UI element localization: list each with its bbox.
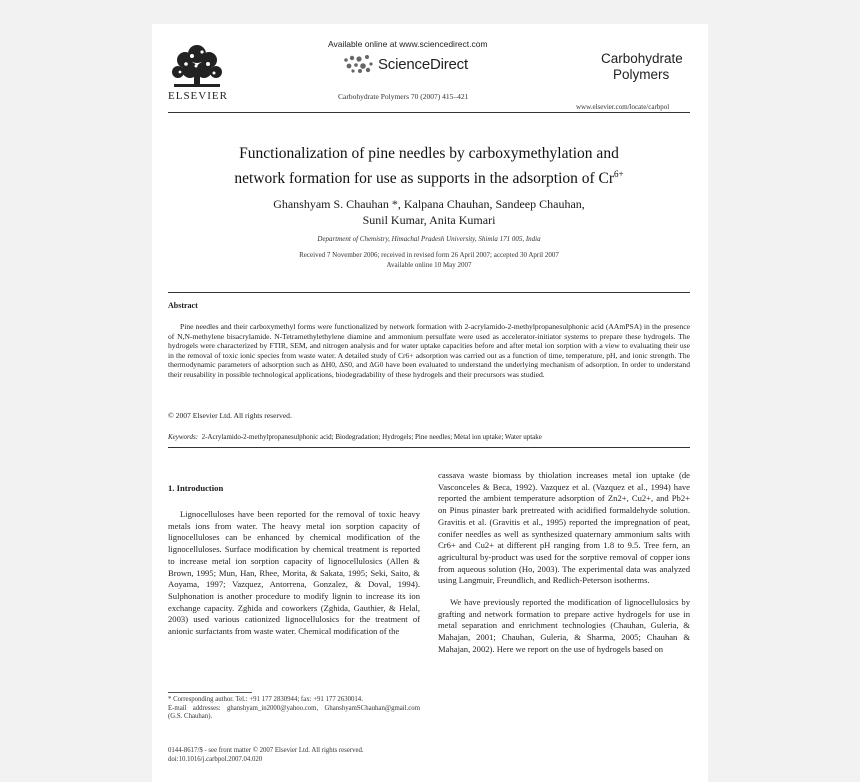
journal-site-link[interactable]: www.elsevier.com/locate/carbpol <box>576 103 670 111</box>
intro-paragraph-2: cassava waste biomass by thiolation increases metal ion uptake (de Vasconceles & Beca, 1992). Vazquez et al. (Vazquez et al., 1994) have reported the ambient temperature adsorption of Zn2+, Cu2+, and Pb2+ on Pinus pinaster bark pretreated with acidified formaldehyde solution. Gravitis et al. (Gravitis et al., 1995) reported the impregnation of peat, conifer needles as well as synthesized quaternary ammonium salts with Cr6+ and Cu2+ at different pH ranging from 1.8 to 9.5. Tree fern, an agricultural by-product was used for the sorptive removal of copper ions from aqueous solution (Ho, 2003). The experimental data was analyzed using Langmuir, Freundlich, and Redlich-Peterson isotherms. <box>438 470 690 586</box>
keywords-label: Keywords: <box>168 433 199 441</box>
journal-logo-line1: Carbohydrate <box>601 51 683 66</box>
introduction-heading: 1. Introduction <box>168 483 224 493</box>
title-line2: network formation for use as supports in the adsorption of $Cr^{6+}$ <box>234 169 624 188</box>
keywords-divider <box>168 447 690 448</box>
author-emails[interactable]: E-mail addresses: ghanshyam_in2000@yahoo.com, GhanshyamSChauhan@gmail.com (G.S. Chauhan). <box>168 704 420 721</box>
title-line1: Functionalization of pine needles by carboxymethylation and <box>239 145 619 162</box>
abstract-copyright: © 2007 Elsevier Ltd. All rights reserved. <box>168 411 292 420</box>
keywords <box>168 433 690 441</box>
abstract-heading: Abstract <box>168 301 198 310</box>
publisher-name: ELSEVIER <box>168 90 228 102</box>
affiliation: Department of Chemistry, Himachal Pradesh University, Shimla 171 005, India <box>317 235 541 243</box>
sciencedirect-dots-icon <box>342 54 376 74</box>
issn-doi <box>168 746 468 764</box>
keywords-text: 2-Acrylamido-2-methylpropanesulphonic acid; Biodegradation; Hydrogels; Pine needles; Metal ion uptake; Water uptake <box>201 433 542 441</box>
right-column <box>438 470 690 656</box>
journal-logo <box>601 51 683 83</box>
available-online-text[interactable]: Available online at www.sciencedirect.com <box>328 39 488 49</box>
article-page <box>152 24 708 782</box>
doi-line[interactable]: doi:10.1016/j.carbpol.2007.04.020 <box>168 756 263 763</box>
intro-paragraph-3: We have previously reported the modification of lignocellulosics by grafting and network formation to prepare active hydrogels for use in metal separation and enrichment technologies (Chauhan, Guleria, & Mahajan, 2001; Chauhan, Guleria, & Sharma, 2005; Chauhan & Mahajan, 2002). Here we report on the use of hydrogels based on <box>438 597 690 654</box>
intro-paragraph-1: Lignocelluloses have been reported for the removal of toxic heavy metals ions from water. The heavy metal ion sorption capacity of lignocelluloses can be enhanced by chemical modification of the lignocelluloses. Surface modification by chemical treatment is reported to increase metal ion sorption capacity of lignocellulosics (Allen & Brown, 1995; Mun, Han, Rhee, Morita, & Sakata, 1995; Seki, Saito, & Aoyama, 1997; Vazquez, Antorrena, Gonzalez, & Doval, 1994). Sulphonation is another procedure to modify lignin to increase its ion exchange capacity. Zghida and coworkers (Zghida, Gauthier, & Helal, 2003) used various cationized lignocellulosics for the treatment of anionic surfactants from waste water. Chemical modification of the <box>168 509 420 637</box>
footnote <box>168 696 420 722</box>
journal-logo-line2: Polymers <box>613 67 670 82</box>
corresponding-author: * Corresponding author. Tel.: +91 177 2830944; fax: +91 177 2630014. <box>168 696 363 703</box>
authors-line2: Sunil Kumar, Anita Kumari <box>362 213 496 227</box>
footnote-divider <box>168 692 252 693</box>
authors-line1: Ghanshyam S. Chauhan *, Kalpana Chauhan, Sandeep Chauhan, <box>273 197 585 211</box>
journal-citation: Carbohydrate Polymers 70 (2007) 415–421 <box>338 92 469 101</box>
author-list <box>168 196 690 228</box>
title-superscript: 6+ <box>614 169 624 179</box>
abstract-top-divider <box>168 292 690 293</box>
issn-line: 0144-8617/$ - see front matter © 2007 Elsevier Ltd. All rights reserved. <box>168 747 364 754</box>
available-date: Available online 10 May 2007 <box>386 260 472 269</box>
sciencedirect-wordmark: ScienceDirect <box>378 56 468 73</box>
article-dates <box>168 251 690 270</box>
article-title <box>168 144 690 189</box>
abstract-text: Pine needles and their carboxymethyl forms were functionalized by network formation with 2-acrylamido-2-methylpropanesulphonic acid (AAmPSA) in the presence of N,N-methylene bisacrylamide. N-Tetramethylethylene diamine and ammonium persulfate were used as accelerator-initiator systems to prepare these hydrogels. The hydrogels were characterized by FTIR, SEM, and nitrogen analysis and for water uptake capacities before and after metal ion sorption with a view to evaluating their use in the removal of toxic ionic species from waste water. A detailed study of Cr6+ adsorption was carried out as a function of time, temperature, pH, and ionic strength. The thermodynamic parameters of adsorption such as ΔH0, ΔS0, and ΔG0 have been evaluated to understand the underlying mechanism of adsorption. In order to understand their reusability in possible technological applications, biodegradability of these hydrogels and their precursors was studied. <box>168 322 690 379</box>
header-divider <box>168 112 690 113</box>
abstract-body <box>168 322 690 380</box>
left-column <box>168 509 420 638</box>
received-dates: Received 7 November 2006; received in revised form 26 April 2007; accepted 30 April 2007 <box>299 251 559 259</box>
